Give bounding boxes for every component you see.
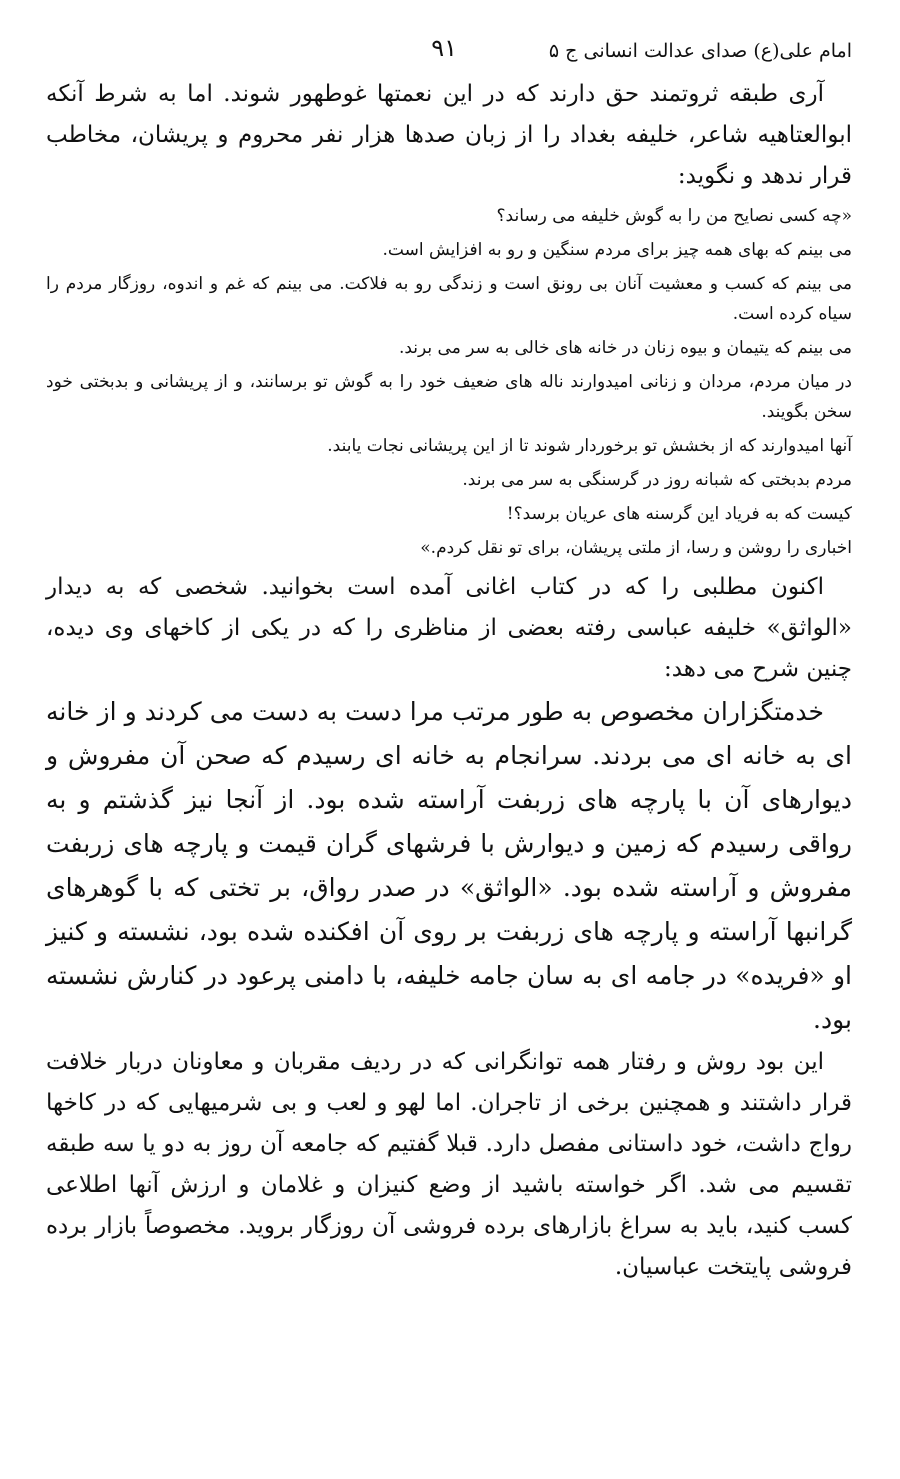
poem-line-2: می بینم که بهای همه چیز برای مردم سنگین و رو به افزایش است. xyxy=(382,240,852,260)
page-number: ۹۱ xyxy=(431,34,457,62)
poem-line-9: اخباری را روشن و رسا، از ملتی پریشان، برای تو نقل کردم.» xyxy=(420,538,852,558)
poem-line-6: آنها امیدوارند که از بخشش تو برخوردار شوند تا از این پریشانی نجات یابند. xyxy=(327,436,852,456)
paragraph-palace-description: خدمتگزاران مخصوص به طور مرتب مرا دست به دست می کردند و از خانه ای به خانه ای می بردند. سرانجام به خانه ای رسیدم که صحن آن مفروش و دیوارهای آن با پارچه های زربفت آراسته شده بود. از آنجا نیز گذشتم و به رواقی رسیدم که زمین و دیوارش با فرشهای گران قیمت و پارچه های زربفت مفروش و آراسته شده بود. «الواثق» در صدر رواق، بر تختی که با گوهرهای گرانبها آراسته و پارچه های زربفت بر روی آن افکنده شده بود، نشسته و کنیز او «فریده» در جامه ای به سان جامه خلیفه، با دامنی پرعود در کنارش نشسته بود. xyxy=(46,697,852,1034)
paragraph-conclusion: این بود روش و رفتار همه توانگرانی که در ردیف مقربان و معاونان دربار خلافت قرار داشتند و همچنین برخی از تاجران. اما لهو و لعب و بی شرمیهایی که در کاخها رواج داشت، خود داستانی مفصل دارد. قبلا گفتیم که جامعه آن روز به دو یا سه طبقه تقسیم می شد. اگر خواسته باشید از وضع کنیزان و غلامان و ارزش آنها اطلاعی کسب کنید، باید به سراغ بازارهای برده فروشی آن روزگار بروید. مخصوصاً بازار برده فروشی پایتخت عباسیان. xyxy=(46,1049,852,1280)
poem-line-1: «چه کسی نصایح من را به گوش خلیفه می رساند؟ xyxy=(496,206,852,226)
poem-line-5: در میان مردم، مردان و زنانی امیدوارند ناله های ضعیف خود را به گوش تو برسانند، و از پریشانی و بدبختی خود سخن بگویند. xyxy=(46,372,852,422)
poem-line-4: می بینم که یتیمان و بیوه زنان در خانه های خالی به سر می برند. xyxy=(398,338,852,358)
running-title: امام علی(ع) صدای عدالت انسانی ج ۵ xyxy=(548,40,852,62)
page-header xyxy=(46,30,852,74)
poem-line-7: مردم بدبختی که شبانه روز در گرسنگی به سر می برند. xyxy=(462,470,852,490)
poem-line-3: می بینم که کسب و معشیت آنان بی رونق است و زندگی رو به فلاکت. می بینم که غم و اندوه، روزگار مردم را سیاه کرده است. xyxy=(46,274,852,324)
poem-line-8: کیست که به فریاد این گرسنه های عریان برسد؟! xyxy=(506,504,852,524)
paragraph-aghani: اکنون مطلبی را که در کتاب اغانی آمده است بخوانید. شخصی که به دیدار «الواثق» خلیفه عباسی رفته بعضی از مناظری را که در یکی از کاخهای وی دیده، چنین شرح می دهد: xyxy=(46,574,852,682)
paragraph-intro: آری طبقه ثروتمند حق دارند که در این نعمتها غوطهور شوند. اما به شرط آنکه ابوالعتاهیه شاعر، خلیفه بغداد را از زبان صدها هزار نفر محروم و پریشان، مخاطب قرار ندهد و نگوید: xyxy=(46,81,852,189)
